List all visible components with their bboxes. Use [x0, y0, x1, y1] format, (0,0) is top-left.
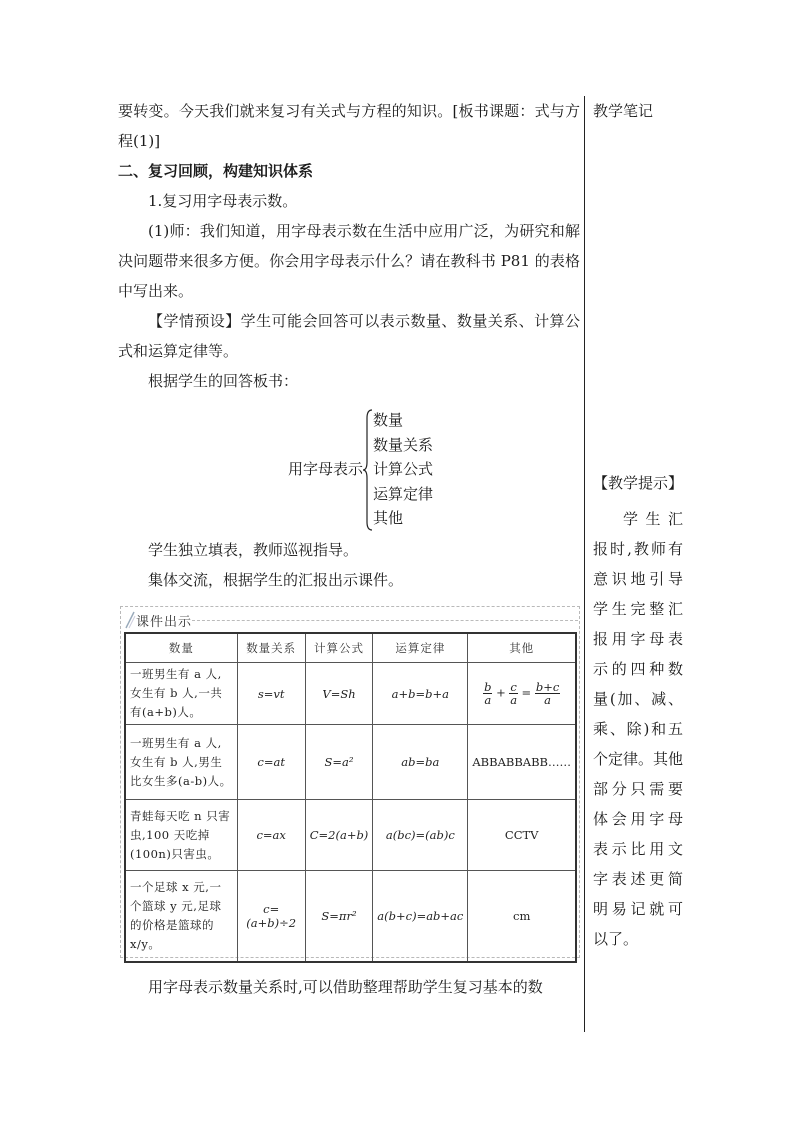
table-cell: S=πr² — [305, 871, 373, 963]
table-cell: cm — [468, 871, 576, 963]
tip-line: 部分只需要 — [593, 780, 683, 798]
tip-line: 乘、除)和五 — [593, 720, 683, 738]
table-cell: s=vt — [237, 663, 305, 725]
table-cell: ab=ba — [373, 725, 468, 800]
courseware-title: 课件出示 — [136, 615, 193, 630]
tip-line: 个定律。其他 — [593, 750, 684, 768]
brace-label: 用字母表示 — [288, 460, 364, 478]
tip-heading: 【教学提示】 — [593, 474, 684, 492]
table-row — [125, 871, 576, 963]
column-header: 数量关系 — [237, 633, 305, 663]
tip-line: 体会用字母 — [593, 810, 683, 828]
table-cell: c=ax — [237, 800, 305, 871]
brace-item: 数量 — [373, 411, 404, 429]
table-cell: 一个足球 x 元,一个篮球 y 元,足球的价格是篮球的 x/y。 — [125, 871, 237, 963]
brace-item: 其他 — [373, 509, 404, 527]
column-header: 数量 — [125, 633, 237, 663]
table-row — [125, 663, 576, 725]
tip-body — [593, 504, 683, 954]
after-brace-text — [118, 535, 580, 595]
tip-line: 学生完整汇 — [593, 600, 683, 618]
tip-line: 报用字母表 — [593, 630, 683, 648]
table-row — [125, 800, 576, 871]
column-header: 计算公式 — [305, 633, 373, 663]
tip-line: 示的四种数 — [593, 660, 683, 678]
board-note: 根据学生的回答板书： — [148, 372, 299, 390]
table-cell: 青蛙每天吃 n 只害虫,100 天吃掉(100n)只害虫。 — [125, 800, 237, 871]
tip-line: 字表述更简 — [593, 870, 683, 888]
item-heading: 1.复习用字母表示数。 — [148, 192, 298, 210]
tip-line: 意识地引导 — [593, 570, 683, 588]
divider — [192, 620, 578, 621]
table-header-row — [125, 633, 576, 663]
table-cell: c=(a+b)÷2 — [237, 871, 305, 963]
brace-item: 计算公式 — [373, 460, 434, 478]
intro-line: 要转变。今天我们就来复习有关式与方程的知识。[板书课题：式与方程(1)] — [118, 102, 580, 150]
table-cell: a(bc)=(ab)c — [373, 800, 468, 871]
table-cell: S=a² — [305, 725, 373, 800]
tip-line: 报时,教师有 — [593, 540, 683, 558]
tip-line: 明易记就可 — [593, 900, 683, 918]
brace-item: 运算定律 — [373, 484, 434, 503]
table-cell: CCTV — [468, 800, 576, 871]
tip-line: 量(加、减、 — [593, 690, 683, 708]
table-cell: a+b=b+a — [373, 663, 468, 725]
section-heading: 二、复习回顾，构建知识体系 — [118, 162, 314, 180]
table-cell: C=2(a+b) — [305, 800, 373, 871]
paragraph: 集体交流，根据学生的汇报出示课件。 — [148, 571, 404, 589]
column-divider — [584, 96, 585, 1032]
main-text — [118, 96, 580, 396]
tip-line: 以了。 — [593, 930, 639, 948]
pen-mark-icon — [124, 610, 136, 630]
fraction-cell: $\frac{b}{a}$ + $\frac{c}{a}$ = $\frac{b+c}{a}$ — [468, 663, 576, 725]
sidebar-label: 教学笔记 — [593, 102, 654, 120]
table-cell: 一班男生有 a 人,女生有 b 人,男生比女生多(a-b)人。 — [125, 725, 237, 800]
table-cell: c=at — [237, 725, 305, 800]
brace-item: 数量关系 — [373, 435, 434, 454]
table-cell: V=Sh — [305, 663, 373, 725]
column-header: 其他 — [468, 633, 576, 663]
table-cell: ABBABBABB…… — [468, 725, 576, 800]
brace-items — [373, 408, 433, 531]
table-row — [125, 725, 576, 800]
tip-line: 学生汇 — [623, 510, 683, 528]
teacher-question: (1)师：我们知道，用字母表示数在生活中应用广泛，为研究和解决问题带来很多方便。你会用字母表示什么？请在教科书 P81 的表格中写出来。 — [118, 222, 580, 300]
column-header: 运算定律 — [373, 633, 468, 663]
tip-line: 表示比用文 — [593, 840, 683, 858]
table-cell: 一班男生有 a 人,女生有 b 人,一共有(a+b)人。 — [125, 663, 237, 725]
paragraph: 学生独立填表，教师巡视指导。 — [148, 541, 359, 559]
closing-text: 用字母表示数量关系时,可以借助整理帮助学生复习基本的数 — [148, 978, 543, 996]
courseware-table — [124, 632, 577, 963]
learning-preset: 【学情预设】学生可能会回答可以表示数量、数量关系、计算公式和运算定律等。 — [118, 312, 580, 360]
table-cell: a(b+c)=ab+ac — [373, 871, 468, 963]
